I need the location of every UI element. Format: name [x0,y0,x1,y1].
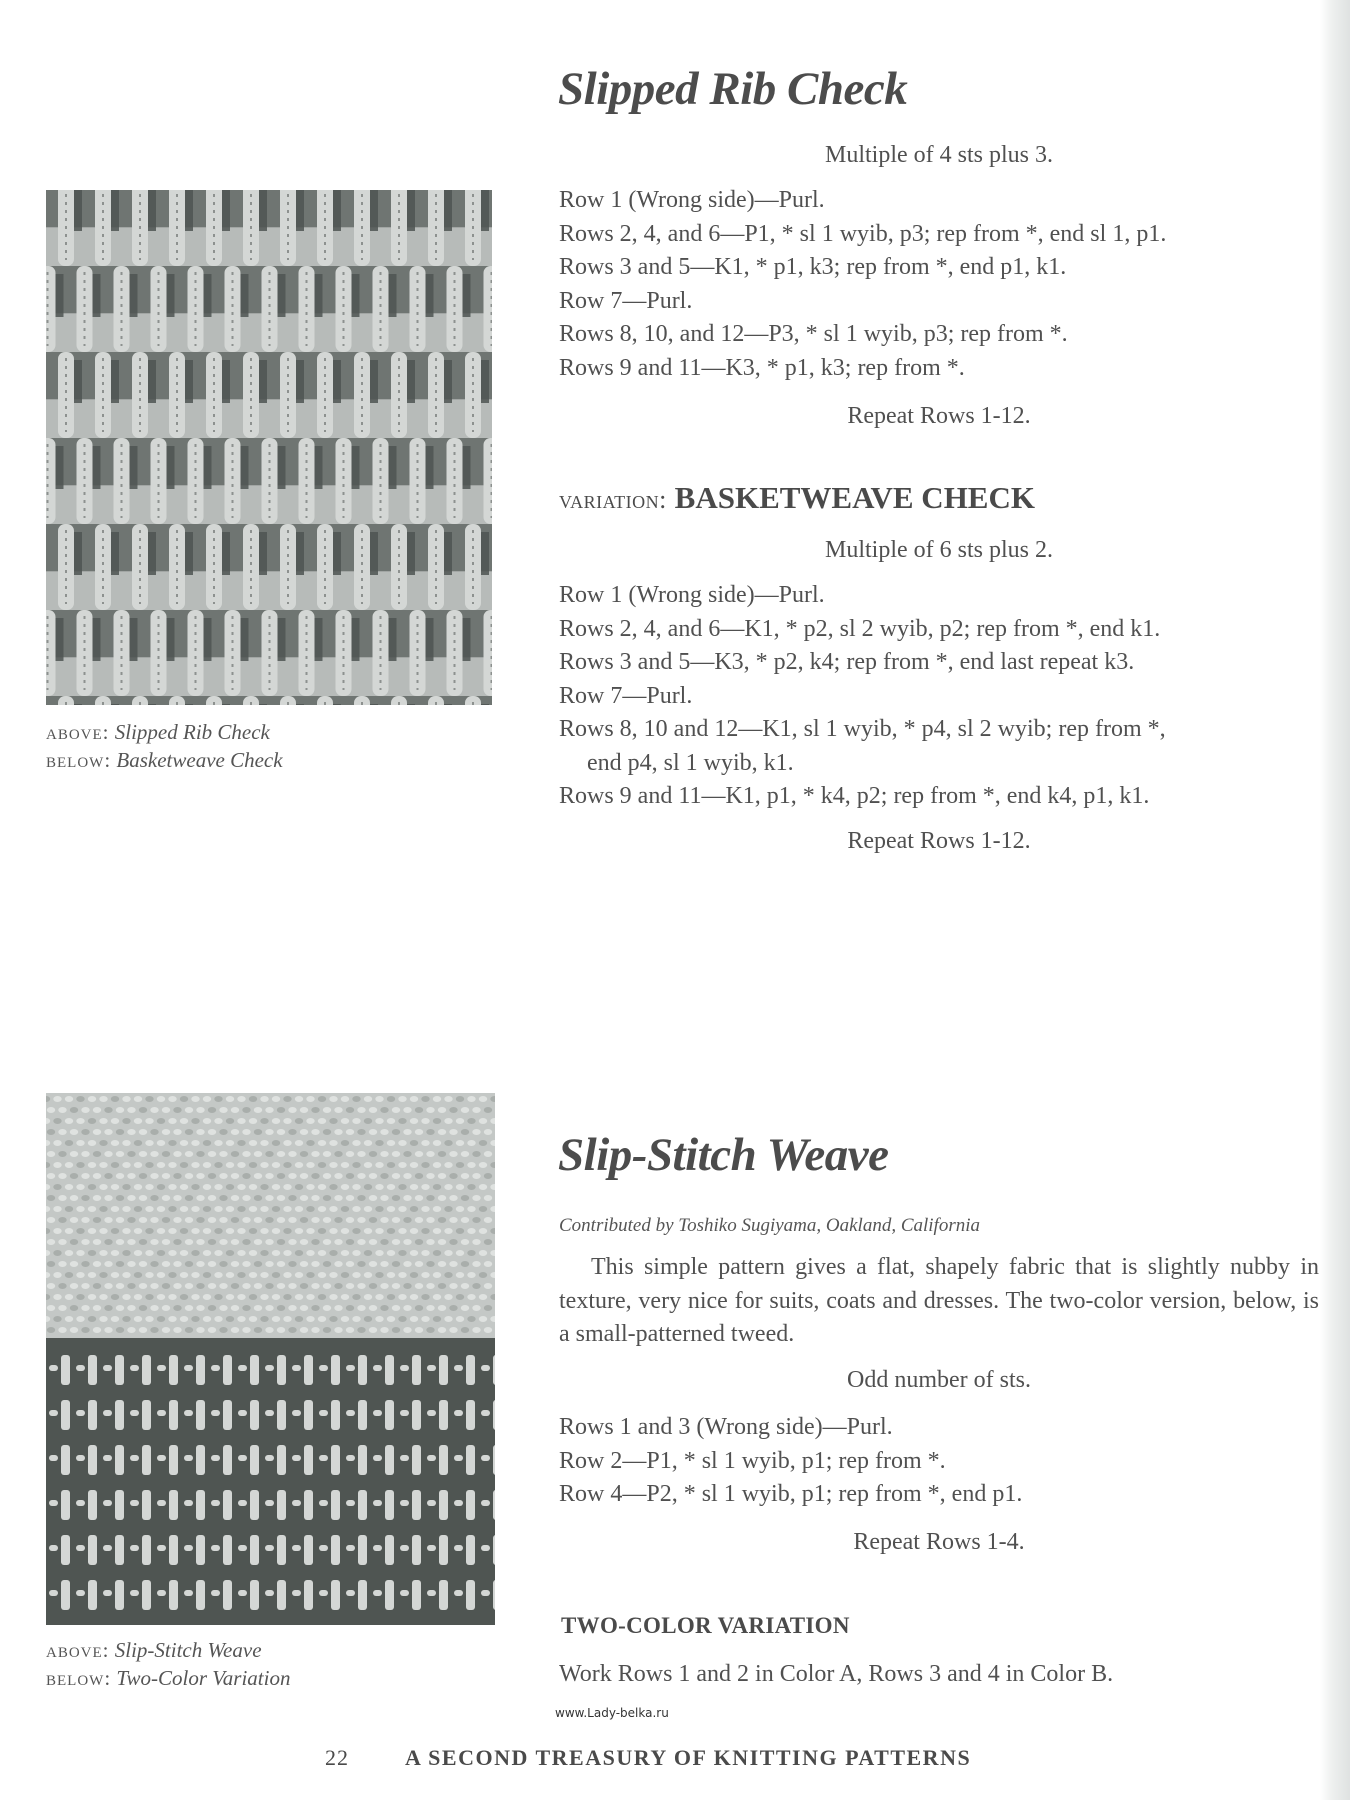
instruction-row: Rows 3 and 5—K3, * p2, k4; rep from *, end last repeat k3. [559,649,1135,675]
swatch1-caption [46,718,283,774]
page-number: 22 [325,1745,349,1770]
caption-above-text: Slipped Rib Check [114,720,270,744]
instruction-row: Rows 9 and 11—K1, p1, * k4, p2; rep from *, end k4, p1, k1. [559,783,1150,809]
caption-above-text: Slip-Stitch Weave [114,1638,262,1662]
section1-title: Slipped Rib Check [558,63,908,115]
caption-above-label: above: [46,720,110,744]
two-color-heading: TWO-COLOR VARIATION [561,1613,850,1638]
section2-title: Slip-Stitch Weave [558,1129,889,1181]
instruction-row: Row 7—Purl. [559,287,693,314]
knit-texture-weave [46,1093,495,1625]
variation-rows [559,579,1166,814]
section2-description [559,1251,1319,1352]
caption-below-label: below: [46,1666,112,1690]
instruction-row: Rows 1 and 3 (Wrong side)—Purl. [559,1414,893,1440]
section1-multiple: Multiple of 4 sts plus 3. [824,142,1053,168]
page-gutter-shadow [1320,0,1350,1800]
instruction-row: end p4, sl 1 wyib, k1. [587,749,794,776]
knit-texture-rib [46,190,492,705]
instruction-row: Rows 2, 4, and 6—K1, * p2, sl 2 wyib, p2; rep from *, end k1. [559,615,1161,642]
section2-rows [559,1411,1022,1512]
instruction-row: Rows 9 and 11—K3, * p1, k3; rep from *. [559,354,965,381]
instruction-row: Rows 8, 10, and 12—P3, * sl 1 wyib, p3; rep from *. [559,321,1068,347]
instruction-row: Row 1 (Wrong side)—Purl. [559,187,825,213]
slip-stitch-weave-swatch-photo [46,1093,495,1625]
caption-below-text: Two-Color Variation [116,1666,291,1690]
caption-below-text: Basketweave Check [116,748,283,772]
instruction-row: Row 7—Purl. [559,682,693,709]
instruction-row: Row 1 (Wrong side)—Purl. [559,582,825,608]
instruction-row: Row 4—P2, * sl 1 wyib, p1; rep from *, end p1. [559,1481,1023,1507]
contributor-credit: Contributed by Toshiko Sugiyama, Oakland, California [559,1215,980,1236]
variation-label: variation: [559,485,667,514]
book-title: A SECOND TREASURY OF KNITTING PATTERNS [405,1745,972,1770]
swatch2-caption [46,1636,290,1692]
section2-multiple: Odd number of sts. [847,1367,1031,1393]
section1-rows [559,184,1166,385]
instruction-row: Rows 2, 4, and 6—P1, * sl 1 wyib, p3; rep from *, end sl 1, p1. [559,220,1167,247]
caption-above-label: above: [46,1638,110,1662]
section1-repeat: Repeat Rows 1-12. [847,403,1031,429]
page-footer [325,1745,971,1771]
description-text: This simple pattern gives a flat, shapely fabric that is slightly nubby in texture, very nice for suits, coats and dresses. The two-color version, below, is a small-patterned tweed. [559,1254,1319,1347]
instruction-row: Row 2—P1, * sl 1 wyib, p1; rep from *. [559,1447,946,1474]
slipped-rib-check-swatch-photo [46,190,492,705]
variation-heading [559,480,1035,516]
two-color-text [559,1658,1113,1692]
variation-repeat: Repeat Rows 1-12. [847,828,1031,854]
caption-below-label: below: [46,748,112,772]
section2-repeat: Repeat Rows 1-4. [853,1529,1025,1555]
variation-name: BASKETWEAVE CHECK [674,480,1035,515]
variation-multiple: Multiple of 6 sts plus 2. [824,537,1053,563]
instruction-row: Rows 8, 10 and 12—K1, sl 1 wyib, * p4, sl 2 wyib; rep from *, [559,716,1166,742]
two-color-instruction: Work Rows 1 and 2 in Color A, Rows 3 and 4 in Color B. [559,1661,1114,1687]
instruction-row: Rows 3 and 5—K1, * p1, k3; rep from *, end p1, k1. [559,254,1067,280]
watermark-link[interactable]: www.Lady-belka.ru [555,1706,669,1720]
